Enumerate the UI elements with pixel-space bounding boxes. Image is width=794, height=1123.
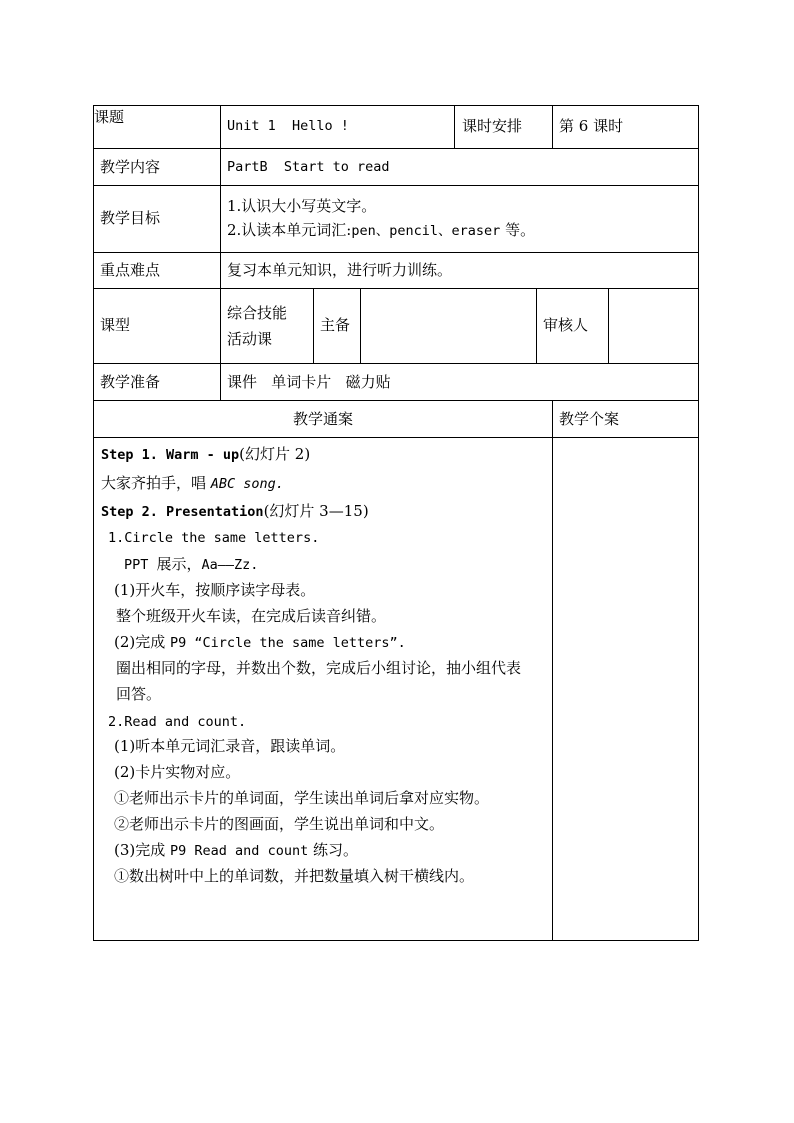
line-6 bbox=[114, 580, 315, 600]
line-6-text: (1)开火车，按顺序读字母表。 bbox=[114, 581, 316, 599]
row-content bbox=[94, 149, 698, 186]
step-1-line bbox=[101, 444, 310, 465]
line-16-en: P9 Read and count bbox=[170, 843, 309, 859]
preparer-label-cell bbox=[314, 289, 361, 363]
line-15 bbox=[114, 814, 444, 834]
step-1-title: Step 1. Warm - up bbox=[101, 447, 240, 463]
line-11 bbox=[108, 711, 246, 732]
line-10 bbox=[116, 684, 161, 704]
line-7 bbox=[116, 606, 386, 626]
topic-value-cell bbox=[221, 106, 455, 148]
goals-line-1: 1.认识大小写英文字。 bbox=[227, 197, 377, 215]
line-17 bbox=[114, 866, 474, 886]
type-value-line-1: 综合技能 bbox=[227, 304, 288, 322]
line-12 bbox=[114, 736, 345, 756]
plan-individual-header-cell bbox=[553, 401, 698, 437]
line-song bbox=[101, 473, 284, 494]
type-label: 课型 bbox=[100, 316, 131, 334]
row-type bbox=[94, 289, 698, 364]
goals-line-2-a: 2.认读本单元词汇: bbox=[227, 221, 352, 239]
plan-common-cell bbox=[94, 438, 553, 940]
line-10-text: 回答。 bbox=[116, 685, 162, 703]
content-value-cell bbox=[221, 149, 698, 185]
type-value-cell bbox=[221, 289, 314, 363]
row-prep bbox=[94, 364, 698, 401]
row-plan-header bbox=[94, 401, 698, 438]
line-13 bbox=[114, 762, 240, 782]
goals-line-2-en: pen、pencil、eraser bbox=[351, 223, 501, 239]
plan-individual-header: 教学个案 bbox=[559, 410, 620, 428]
line-song-en: ABC song. bbox=[210, 476, 284, 492]
reviewer-label: 审核人 bbox=[543, 316, 589, 334]
line-4 bbox=[108, 527, 319, 548]
topic-value: Unit 1 Hello ! bbox=[227, 118, 349, 134]
goals-label-cell bbox=[94, 186, 221, 252]
schedule-value-cell bbox=[553, 106, 698, 148]
difficulty-value: 复习本单元知识，进行听力训练。 bbox=[227, 261, 453, 279]
step-2-note: (幻灯片 3—15) bbox=[263, 502, 369, 520]
topic-label-cell bbox=[94, 106, 221, 148]
step-2-line bbox=[101, 501, 369, 522]
difficulty-label: 重点难点 bbox=[100, 261, 161, 279]
prep-value-cell bbox=[221, 364, 698, 400]
step-1-note: (幻灯片 2) bbox=[239, 445, 311, 463]
line-12-text: (1)听本单元词汇录音，跟读单词。 bbox=[114, 737, 346, 755]
line-8-en: P9 “Circle the same letters”. bbox=[170, 635, 406, 651]
step-2-title: Step 2. Presentation bbox=[101, 504, 264, 520]
preparer-label: 主备 bbox=[320, 316, 351, 334]
topic-label: 课题 bbox=[94, 108, 125, 126]
line-song-cn: 大家齐拍手，唱 bbox=[101, 474, 211, 492]
type-label-cell bbox=[94, 289, 221, 363]
line-13-text: (2)卡片实物对应。 bbox=[114, 763, 241, 781]
line-5-en2: Aa——Zz. bbox=[201, 557, 259, 573]
reviewer-label-cell bbox=[537, 289, 609, 363]
line-16-cn: (3)完成 bbox=[114, 841, 171, 859]
prep-label: 教学准备 bbox=[100, 373, 161, 391]
line-8 bbox=[114, 632, 406, 653]
plan-common-header: 教学通案 bbox=[292, 410, 353, 428]
goals-label: 教学目标 bbox=[100, 209, 161, 227]
line-17-text: ①数出树叶中上的单词数，并把数量填入树干横线内。 bbox=[114, 867, 475, 885]
line-14-text: ①老师出示卡片的单词面，学生读出单词后拿对应实物。 bbox=[114, 789, 490, 807]
line-5 bbox=[124, 554, 258, 575]
content-value: PartB Start to read bbox=[227, 159, 390, 175]
row-plan-body bbox=[94, 438, 698, 940]
line-5-cn: 展示， bbox=[156, 555, 202, 573]
prep-value: 课件 单词卡片 磁力贴 bbox=[227, 373, 391, 391]
plan-individual-cell bbox=[553, 438, 698, 940]
line-15-text: ②老师出示卡片的图画面，学生说出单词和中文。 bbox=[114, 815, 445, 833]
schedule-label-cell bbox=[455, 106, 553, 148]
goals-value-cell bbox=[221, 186, 698, 252]
line-14 bbox=[114, 788, 489, 808]
plan-common-header-cell bbox=[94, 401, 553, 437]
line-7-text: 整个班级开火车读，在完成后读音纠错。 bbox=[116, 607, 387, 625]
row-difficulty bbox=[94, 253, 698, 289]
line-11-text: 2.Read and count. bbox=[108, 714, 247, 730]
line-16 bbox=[114, 840, 358, 861]
line-8-cn: (2)完成 bbox=[114, 633, 171, 651]
content-label-cell bbox=[94, 149, 221, 185]
line-9 bbox=[116, 658, 521, 678]
goals-line-2 bbox=[227, 220, 535, 241]
reviewer-value-cell bbox=[609, 289, 698, 363]
row-topic bbox=[94, 106, 698, 149]
difficulty-value-cell bbox=[221, 253, 698, 288]
schedule-label: 课时安排 bbox=[462, 117, 523, 135]
row-goals bbox=[94, 186, 698, 253]
line-5-en: PPT bbox=[124, 557, 157, 573]
schedule-value: 第 6 课时 bbox=[559, 117, 624, 135]
line-16-cn2: 练习。 bbox=[308, 841, 358, 859]
difficulty-label-cell bbox=[94, 253, 221, 288]
prep-label-cell bbox=[94, 364, 221, 400]
preparer-value-cell bbox=[361, 289, 537, 363]
type-value-line-2: 活动课 bbox=[227, 330, 273, 348]
line-9-text: 圈出相同的字母，并数出个数，完成后小组讨论，抽小组代表 bbox=[116, 659, 522, 677]
lesson-plan-table bbox=[93, 105, 699, 941]
content-label: 教学内容 bbox=[100, 158, 161, 176]
goals-line-2-b: 等。 bbox=[500, 221, 536, 239]
line-4-text: 1.Circle the same letters. bbox=[108, 530, 320, 546]
